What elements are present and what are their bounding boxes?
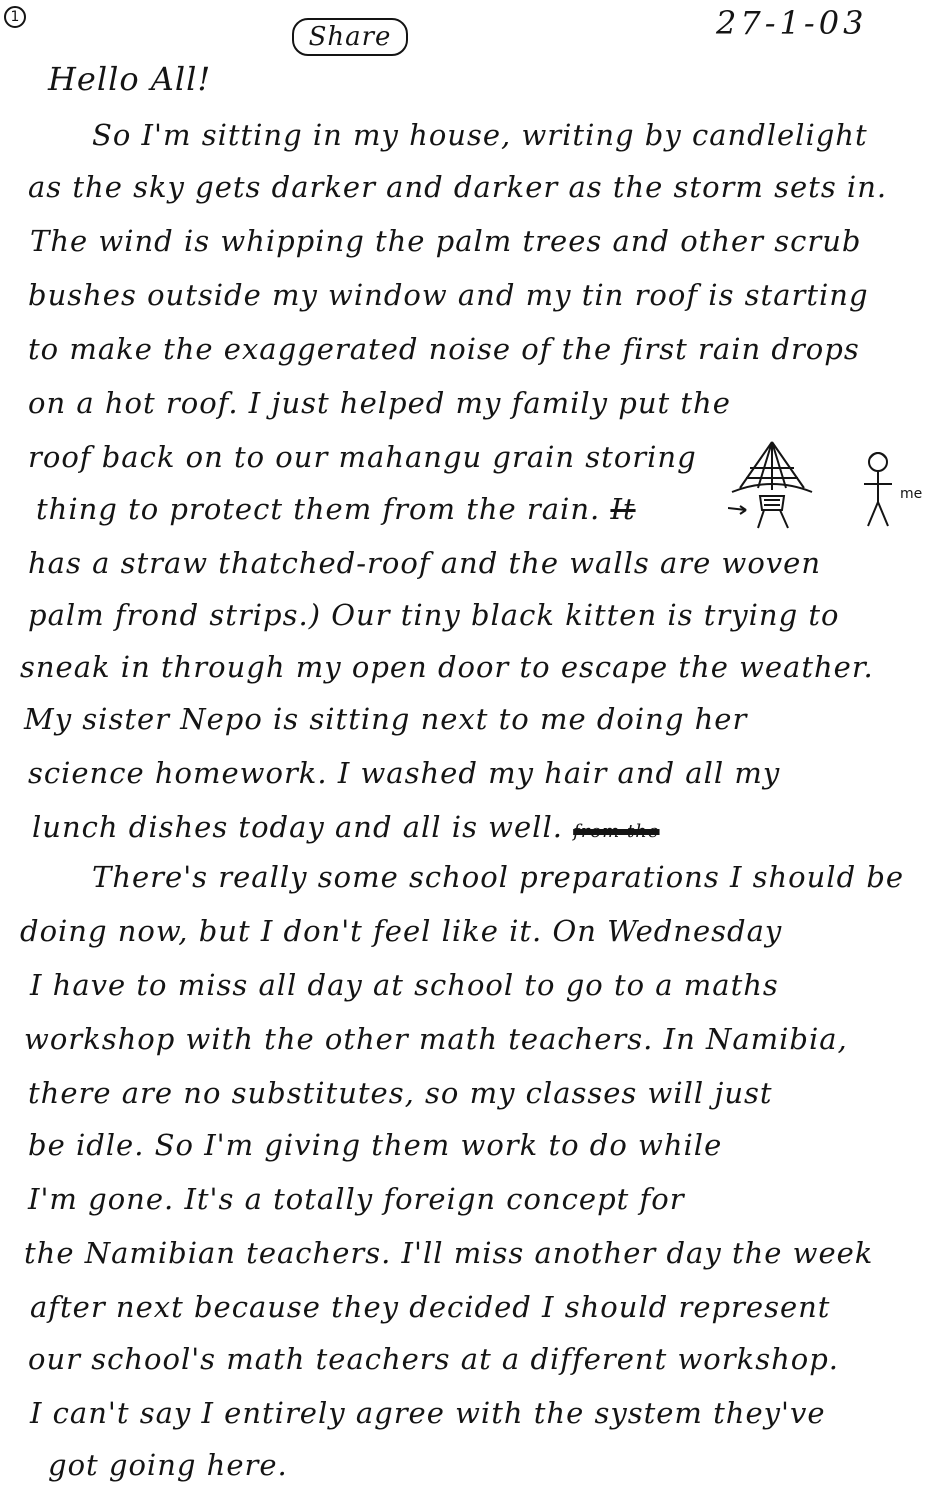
- letter-line: bushes outside my window and my tin roof is starting: [28, 278, 869, 312]
- letter-line-text: thing to protect them from the rain.: [36, 492, 601, 526]
- letter-line: to make the exaggerated noise of the first rain drops: [28, 332, 860, 366]
- letter-line: our school's math teachers at a different workshop.: [28, 1342, 840, 1376]
- letter-line-text: lunch dishes today and all is well.: [32, 810, 563, 844]
- page-number: 1: [4, 6, 26, 28]
- letter-line: roof back on to our mahangu grain storing: [28, 440, 697, 474]
- crossed-out-word: from the: [573, 821, 660, 842]
- letter-line: there are no substitutes, so my classes will just: [28, 1076, 773, 1110]
- share-label: Share: [292, 18, 408, 56]
- greeting: Hello All!: [48, 60, 212, 98]
- letter-line: doing now, but I don't feel like it. On Wednesday: [20, 914, 783, 948]
- letter-line: workshop with the other math teachers. In Namibia,: [24, 1022, 848, 1056]
- letter-line: has a straw thatched-roof and the walls are woven: [28, 546, 822, 580]
- letter-line: on a hot roof. I just helped my family put the: [28, 386, 731, 420]
- letter-line: I'm gone. It's a totally foreign concept for: [28, 1182, 685, 1216]
- letter-line: after next because they decided I should represent: [30, 1290, 831, 1324]
- grain-storage-hut-icon: [728, 442, 812, 528]
- hut-and-stick-figure-sketch: [728, 436, 936, 536]
- letter-line: got going here.: [48, 1448, 288, 1482]
- letter-line: So I'm sitting in my house, writing by candlelight: [92, 118, 868, 152]
- letter-line: [36, 492, 636, 526]
- stick-figure-label: me: [900, 486, 923, 502]
- stick-figure-icon: [864, 453, 892, 526]
- letter-line: as the sky gets darker and darker as the storm sets in.: [28, 170, 888, 204]
- letter-line: My sister Nepo is sitting next to me doing her: [24, 702, 748, 736]
- letter-line: There's really some school preparations I should be: [92, 860, 905, 894]
- letter-line: [32, 810, 660, 844]
- letter-line: the Namibian teachers. I'll miss another day the week: [24, 1236, 874, 1270]
- letter-date: 27-1-03: [716, 4, 868, 42]
- letter-line: palm frond strips.) Our tiny black kitten is trying to: [28, 598, 840, 632]
- letter-line: I can't say I entirely agree with the system they've: [30, 1396, 826, 1430]
- letter-line: be idle. So I'm giving them work to do while: [28, 1128, 723, 1162]
- crossed-out-word: It: [610, 492, 636, 526]
- letter-line: The wind is whipping the palm trees and other scrub: [30, 224, 862, 258]
- letter-line: science homework. I washed my hair and all my: [28, 756, 781, 790]
- letter-line: I have to miss all day at school to go to a maths: [30, 968, 779, 1002]
- letter-line: sneak in through my open door to escape the weather.: [20, 650, 874, 684]
